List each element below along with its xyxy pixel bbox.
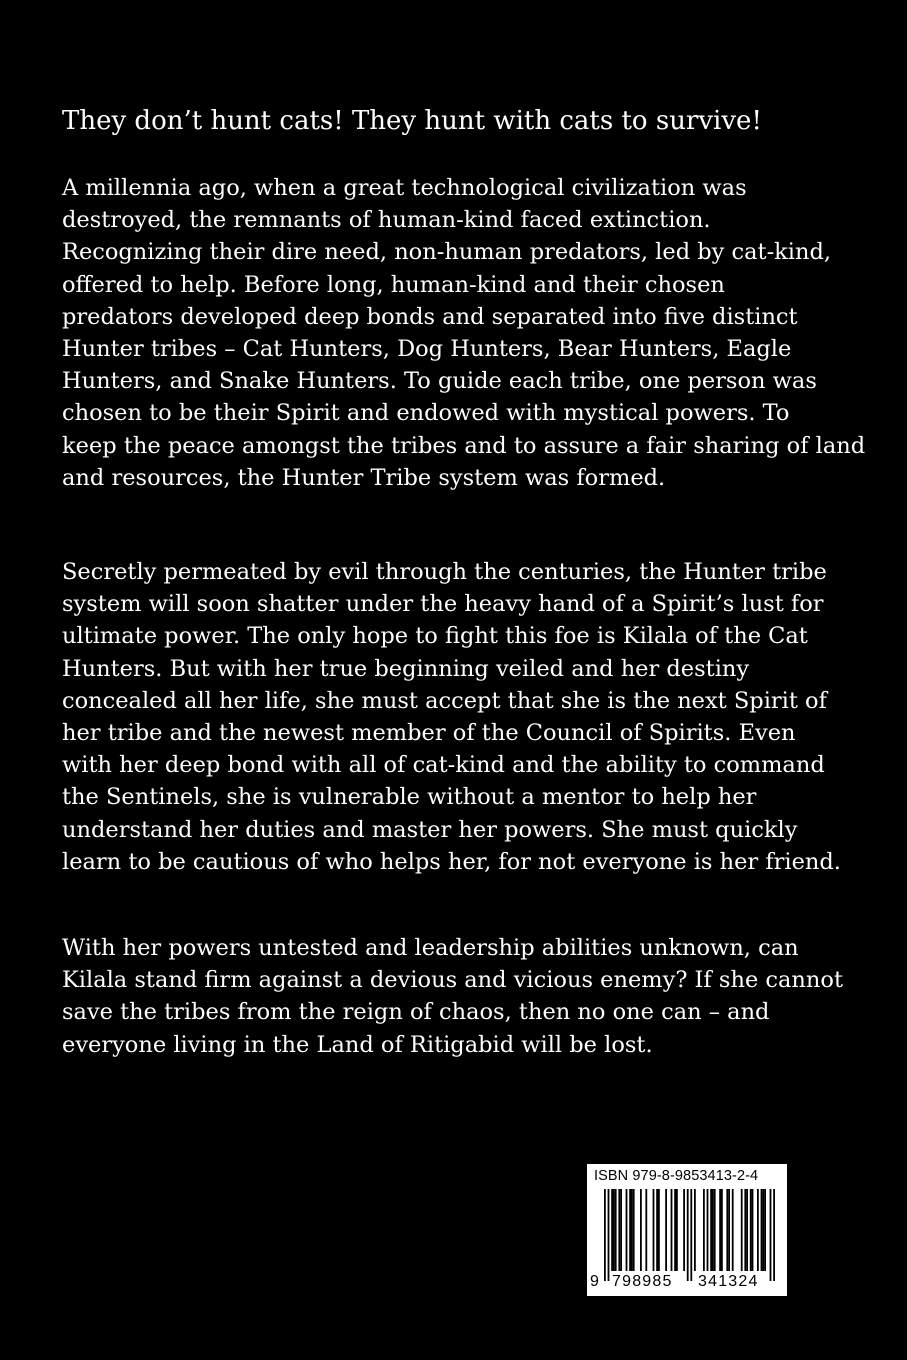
barcode-bar (687, 1189, 689, 1281)
barcode-bar (732, 1189, 734, 1271)
barcode-bar (773, 1189, 775, 1281)
paragraph-line: destroyed, the remnants of human-kind faced extinction. (62, 207, 711, 234)
barcode-bar (676, 1189, 678, 1271)
synopsis-paragraph-2 (62, 556, 862, 878)
paragraph-line: learn to be cautious of who helps her, for not everyone is her friend. (62, 848, 841, 875)
barcode-bar (744, 1189, 746, 1271)
barcode-bar (690, 1189, 692, 1281)
barcode-bar (746, 1189, 748, 1271)
paragraph-line: keep the peace amongst the tribes and to assure a fair sharing of land (62, 432, 866, 459)
barcode-bar (741, 1189, 743, 1271)
paragraph-line: ultimate power. The only hope to fight this foe is Kilala of the Cat (62, 623, 808, 650)
barcode-digits-left: 798985 (612, 1273, 673, 1290)
synopsis-paragraph-3 (62, 932, 862, 1061)
barcode-bar (726, 1189, 728, 1271)
barcode-bar (658, 1189, 660, 1271)
barcode-bar (764, 1189, 766, 1271)
barcode-bar (645, 1189, 647, 1271)
paragraph-line: Kilala stand firm against a devious and vicious enemy? If she cannot (62, 967, 844, 994)
paragraph-line: Hunters. But with her true beginning veiled and her destiny (62, 655, 750, 682)
paragraph-line: understand her duties and master her powers. She must quickly (62, 816, 798, 843)
barcode-bar (620, 1189, 622, 1271)
barcode-bar (707, 1189, 709, 1271)
paragraph-line: the Sentinels, she is vulnerable without a mentor to help her (62, 784, 757, 811)
barcode-bar (719, 1189, 721, 1271)
barcode-bar (674, 1189, 676, 1271)
barcode-bar (752, 1189, 754, 1271)
barcode-bar (694, 1189, 696, 1271)
barcode-bar (611, 1189, 613, 1271)
barcode-bar (656, 1189, 658, 1271)
barcode-bar (710, 1189, 712, 1271)
barcode-bar (712, 1189, 714, 1271)
barcode-bar (683, 1189, 685, 1271)
paragraph-line: save the tribes from the reign of chaos, then no one can – and (62, 999, 770, 1026)
paragraph-line: Hunter tribes – Cat Hunters, Dog Hunters, Bear Hunters, Eagle (62, 336, 792, 363)
paragraph-line: predators developed deep bonds and separated into five distinct (62, 303, 798, 330)
barcode-bar (633, 1189, 635, 1271)
barcode-bar (618, 1189, 620, 1271)
paragraph-line: chosen to be their Spirit and endowed with mystical powers. To (62, 400, 790, 427)
isbn-barcode (587, 1164, 787, 1296)
paragraph-line: her tribe and the newest member of the Council of Spirits. Even (62, 720, 796, 747)
paragraph-line: A millennia ago, when a great technological civilization was (62, 175, 747, 201)
paragraph-line: with her deep bond with all of cat-kind and the ability to command (62, 752, 825, 779)
barcode-bar (653, 1189, 655, 1271)
barcode-bar (613, 1189, 615, 1271)
barcode-bar (615, 1189, 617, 1271)
barcode-bar (626, 1189, 628, 1271)
barcode-bar (604, 1189, 606, 1281)
barcode-bar (761, 1189, 763, 1271)
barcode-bar (721, 1189, 723, 1271)
paragraph-line: Recognizing their dire need, non-human predators, led by cat-kind, (62, 239, 832, 266)
tagline: They don’t hunt cats! They hunt with cats to survive! (62, 106, 762, 136)
paragraph-line: and resources, the Hunter Tribe system was formed. (62, 464, 666, 491)
barcode-digit-first: 9 (590, 1273, 601, 1290)
barcode-bar (728, 1189, 730, 1271)
barcode-bar (762, 1189, 764, 1271)
paragraph-line: system will soon shatter under the heavy hand of a Spirit’s lust for (62, 591, 824, 618)
paragraph-line: Secretly permeated by evil through the centuries, the Hunter tribe (62, 559, 827, 585)
barcode-bar (665, 1189, 667, 1271)
barcode-bar (629, 1189, 631, 1271)
barcode-bar (757, 1189, 759, 1271)
paragraph-line: With her powers untested and leadership abilities unknown, can (62, 935, 799, 961)
barcode-bar (671, 1189, 673, 1271)
barcode-bars (588, 1187, 786, 1287)
paragraph-line: offered to help. Before long, human-kind and their chosen (62, 271, 725, 298)
barcode-bar (703, 1189, 705, 1271)
paragraph-line: concealed all her life, she must accept that she is the next Spirit of (62, 687, 827, 714)
barcode-bar (750, 1189, 752, 1271)
paragraph-line: everyone living in the Land of Ritigabid will be lost. (62, 1031, 653, 1058)
barcode-digits-right: 341324 (698, 1273, 759, 1290)
barcode-bar (714, 1189, 716, 1271)
isbn-label: ISBN 979-8-9853413-2-4 (594, 1168, 759, 1184)
barcode-bar (608, 1189, 610, 1281)
barcode-bar (770, 1189, 772, 1281)
synopsis-paragraph-1 (62, 172, 866, 494)
paragraph-line: Hunters, and Snake Hunters. To guide each tribe, one person was (62, 368, 817, 395)
barcode-bar (640, 1189, 642, 1271)
barcode-bar (631, 1189, 633, 1271)
